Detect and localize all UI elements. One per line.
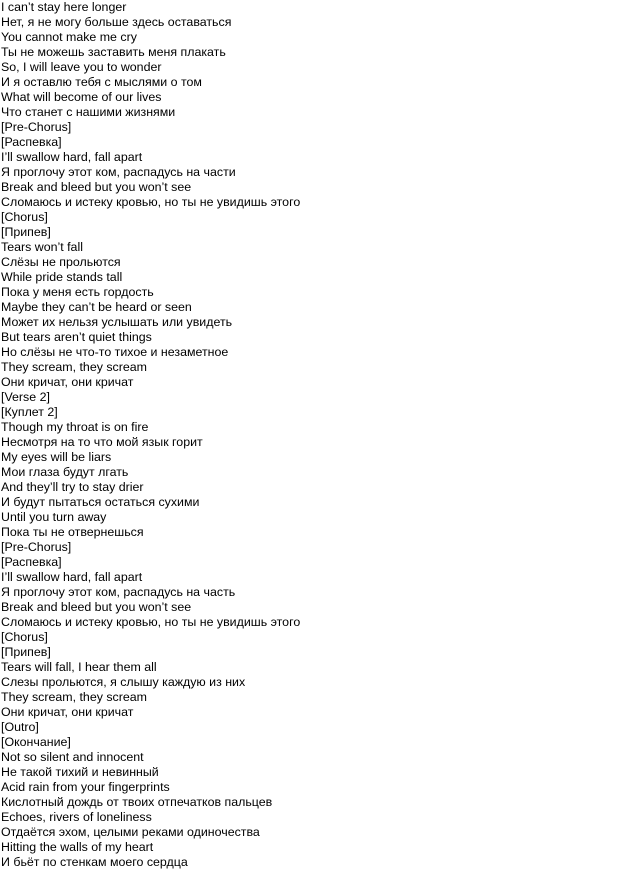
lyric-line: [Verse 2] <box>1 390 50 404</box>
lyric-line: Hitting the walls of my heart <box>1 840 154 854</box>
lyric-line: Они кричат, они кричат <box>1 705 134 719</box>
lyric-line: [Распевка] <box>1 555 62 569</box>
lyric-line: Maybe they can’t be heard or seen <box>1 300 192 314</box>
lyric-line: [Куплет 2] <box>1 405 58 419</box>
lyric-line: You cannot make me cry <box>1 30 137 44</box>
lyric-line: Не такой тихий и невинный <box>1 765 159 779</box>
lyric-line: Я проглочу этот ком, распадусь на части <box>1 165 236 179</box>
lyric-line: Слёзы не прольются <box>1 255 121 269</box>
lyric-line: Пока у меня есть гордость <box>1 285 154 299</box>
lyric-line: Отдаётся эхом, целыми реками одиночества <box>1 825 260 839</box>
lyric-line: [Припев] <box>1 645 51 659</box>
lyric-line: [Распевка] <box>1 135 62 149</box>
lyric-line: [Outro] <box>1 720 39 734</box>
lyric-line: They scream, they scream <box>1 690 147 704</box>
lyric-line: What will become of our lives <box>1 90 162 104</box>
lyric-line: Они кричат, они кричат <box>1 375 134 389</box>
lyric-line: Tears will fall, I hear them all <box>1 660 157 674</box>
lyrics-text <box>1 0 300 870</box>
lyric-line: Though my throat is on fire <box>1 420 149 434</box>
lyric-line: Но слёзы не что-то тихое и незаметное <box>1 345 229 359</box>
lyric-line: Сломаюсь и истеку кровью, но ты не увидишь этого <box>1 615 301 629</box>
lyric-line: Сломаюсь и истеку кровью, но ты не увидишь этого <box>1 195 301 209</box>
lyric-line: [Припев] <box>1 225 51 239</box>
lyric-line: Tears won’t fall <box>1 240 83 254</box>
lyric-line: Может их нельзя услышать или увидеть <box>1 315 233 329</box>
lyric-line: Ты не можешь заставить меня плакать <box>1 45 226 59</box>
lyric-line: Что станет с нашими жизнями <box>1 105 176 119</box>
lyric-line: They scream, they scream <box>1 360 147 374</box>
lyric-line: И бьёт по стенкам моего сердца <box>1 855 188 869</box>
lyric-line: Нет, я не могу больше здесь оставаться <box>1 15 232 29</box>
lyric-line: And they’ll try to stay drier <box>1 480 144 494</box>
lyric-line: И я оставлю тебя с мыслями о том <box>1 75 202 89</box>
lyric-line: [Pre-Chorus] <box>1 540 72 554</box>
lyric-line: Несмотря на то что мой язык горит <box>1 435 203 449</box>
lyric-line: [Chorus] <box>1 630 48 644</box>
lyric-line: [Pre-Chorus] <box>1 120 72 134</box>
lyric-line: Мои глаза будут лгать <box>1 465 129 479</box>
lyric-line: [Окончание] <box>1 735 71 749</box>
lyric-line: Break and bleed but you won’t see <box>1 180 192 194</box>
lyric-line: Слезы прольются, я слышу каждую из них <box>1 675 246 689</box>
lyric-line: But tears aren’t quiet things <box>1 330 152 344</box>
lyric-line: So, I will leave you to wonder <box>1 60 162 74</box>
lyric-line: I’ll swallow hard, fall apart <box>1 570 143 584</box>
lyric-line: My eyes will be liars <box>1 450 112 464</box>
lyric-line: Кислотный дождь от твоих отпечатков пальцев <box>1 795 273 809</box>
lyric-line: Break and bleed but you won’t see <box>1 600 192 614</box>
lyric-line: While pride stands tall <box>1 270 123 284</box>
lyric-line: Acid rain from your fingerprints <box>1 780 170 794</box>
lyric-line: Я проглочу этот ком, распадусь на часть <box>1 585 236 599</box>
lyric-line: И будут пытаться остаться сухими <box>1 495 200 509</box>
lyric-line: Until you turn away <box>1 510 107 524</box>
lyric-line: [Chorus] <box>1 210 48 224</box>
lyric-line: I’ll swallow hard, fall apart <box>1 150 143 164</box>
lyric-line: Not so silent and innocent <box>1 750 144 764</box>
lyric-line: I can’t stay here longer <box>1 0 127 14</box>
lyric-line: Echoes, rivers of loneliness <box>1 810 152 824</box>
lyric-line: Пока ты не отвернешься <box>1 525 144 539</box>
